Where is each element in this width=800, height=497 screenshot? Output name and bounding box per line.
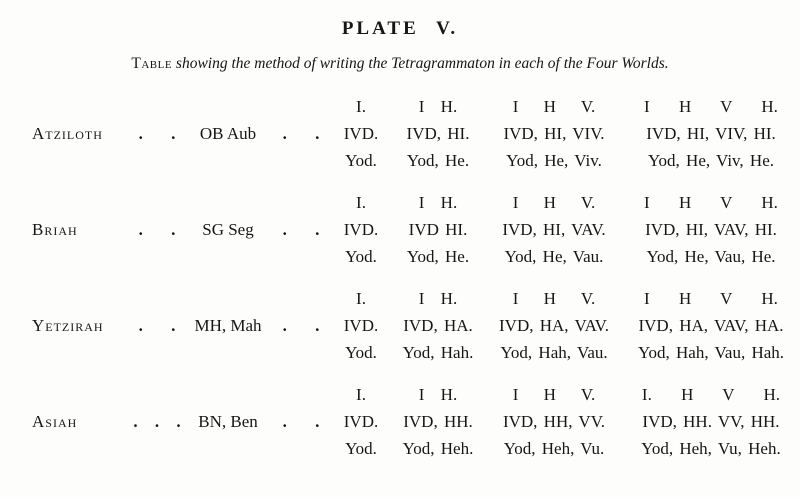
letters-line: I H V.	[512, 97, 596, 116]
letters-line: I H.	[418, 385, 458, 404]
pronunciation-line: Yod, He, Viv.	[506, 151, 602, 170]
world-name: Yetzirah	[32, 315, 104, 335]
tetragram-col-3	[486, 285, 622, 366]
transliteration-line: IVD, HH. VV, HH.	[642, 412, 780, 431]
world-name: Atziloth	[32, 123, 103, 143]
pronunciation-line: Yod.	[345, 343, 377, 362]
world-code: OB Aub	[199, 123, 257, 143]
letters-line: I.	[356, 97, 366, 116]
tetragram-col-2	[390, 381, 486, 462]
transliteration-line: IVD, HH, VV.	[502, 412, 606, 431]
transliteration-line: IVD, HI, VAV, HI.	[645, 220, 777, 239]
pronunciation-line: Yod, Hah, Vau, Hah.	[637, 343, 785, 362]
pronunciation-line: Yod, Hah.	[402, 343, 474, 362]
transliteration-line: IVD, HA, VAV.	[499, 316, 609, 335]
world-name: Briah	[32, 219, 78, 239]
transliteration-line: IVD, HI, VIV, HI.	[646, 124, 776, 143]
tetragram-col-1	[332, 93, 390, 174]
pronunciation-line: Yod, He, Vau, He.	[646, 247, 776, 266]
table-row-asiah	[0, 381, 800, 462]
leader-dots: . .	[138, 219, 176, 239]
tetragram-col-4	[622, 285, 800, 366]
table-row-briah	[0, 189, 800, 270]
letters-line: I H V.	[512, 289, 596, 308]
tetragram-col-4	[622, 93, 800, 174]
letters-line: I.	[356, 385, 366, 404]
tetragram-col-3	[486, 93, 622, 174]
pronunciation-line: Yod, He.	[406, 247, 470, 266]
letters-line: I H V.	[512, 193, 596, 212]
page-subtitle	[0, 55, 800, 73]
transliteration-line: IVD, HH.	[403, 412, 473, 431]
leader-dots: . .	[138, 123, 176, 143]
tetragram-col-2	[390, 189, 486, 270]
transliteration-line: IVD.	[343, 124, 379, 143]
pronunciation-line: Yod, Hah, Vau.	[500, 343, 608, 362]
transliteration-line: IVD HI.	[408, 220, 468, 239]
world-name: Asiah	[32, 411, 78, 431]
tetragram-col-1	[332, 285, 390, 366]
letters-line: I.	[356, 193, 366, 212]
pronunciation-line: Yod.	[345, 439, 377, 458]
leader-dots: . .	[138, 315, 176, 335]
tetragram-col-2	[390, 285, 486, 366]
letters-line: I H V H.	[644, 193, 778, 212]
tetragram-col-3	[486, 381, 622, 462]
tetragram-col-1	[332, 381, 390, 462]
transliteration-line: IVD, HA, VAV, HA.	[638, 316, 784, 335]
transliteration-line: IVD, HI, VAV.	[502, 220, 606, 239]
pronunciation-line: Yod, Heh, Vu, Heh.	[641, 439, 781, 458]
subtitle-lead-word: Table	[131, 55, 173, 72]
leader-dots: . .	[282, 411, 320, 431]
world-code: MH, Mah	[194, 315, 262, 335]
world-code: BN, Ben	[198, 411, 258, 431]
letters-line: I H V H.	[644, 97, 778, 116]
world-code: SG Seg	[202, 219, 254, 239]
subtitle-text: showing the method of writing the Tetragrammaton in each of the Four Worlds.	[175, 55, 669, 72]
letters-line: I H.	[418, 193, 458, 212]
transliteration-line: IVD.	[343, 220, 379, 239]
letters-line: I. H V H.	[641, 385, 781, 404]
tetragram-col-1	[332, 189, 390, 270]
transliteration-line: IVD, HI, VIV.	[503, 124, 605, 143]
pronunciation-line: Yod.	[345, 151, 377, 170]
pronunciation-line: Yod, Heh.	[402, 439, 474, 458]
letters-line: I H V.	[512, 385, 596, 404]
leader-dots: . . .	[133, 411, 181, 431]
letters-line: I H.	[418, 289, 458, 308]
transliteration-line: IVD, HI.	[406, 124, 470, 143]
leader-dots: . .	[282, 123, 320, 143]
tetragram-col-4	[622, 381, 800, 462]
table-row-atziloth	[0, 93, 800, 174]
tetragram-col-4	[622, 189, 800, 270]
tetragram-col-3	[486, 189, 622, 270]
pronunciation-line: Yod, He, Vau.	[504, 247, 604, 266]
pronunciation-line: Yod, He.	[406, 151, 470, 170]
leader-dots: . .	[282, 315, 320, 335]
transliteration-line: IVD, HA.	[403, 316, 473, 335]
transliteration-line: IVD.	[343, 412, 379, 431]
transliteration-line: IVD.	[343, 316, 379, 335]
pronunciation-line: Yod.	[345, 247, 377, 266]
letters-line: I H V H.	[644, 289, 778, 308]
pronunciation-line: Yod, He, Viv, He.	[647, 151, 775, 170]
leader-dots: . .	[282, 219, 320, 239]
tetragram-col-2	[390, 93, 486, 174]
pronunciation-line: Yod, Heh, Vu.	[503, 439, 605, 458]
letters-line: I H.	[418, 97, 458, 116]
letters-line: I.	[356, 289, 366, 308]
table-row-yetzirah	[0, 285, 800, 366]
page-title: PLATE V.	[341, 18, 459, 39]
worlds-table	[0, 93, 800, 462]
